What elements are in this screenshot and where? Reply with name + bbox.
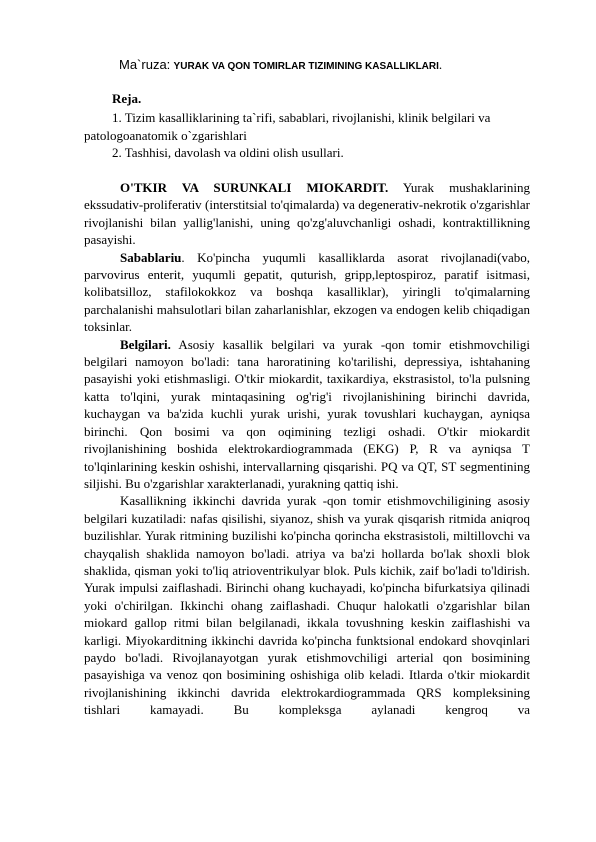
topic-lead: Ma`ruza: <box>119 57 171 72</box>
body-text <box>84 179 530 719</box>
paragraph-signs <box>84 336 530 493</box>
plan-item: 1. Tizim kasalliklarining ta`rifi, sabablari, rivojlanishi, klinik belgilari va patologoanatomik o`zgarishlari <box>84 110 491 143</box>
section-title: O'TKIR VA SURUNKALI MIOKARDIT. <box>120 180 389 195</box>
paragraph-causes <box>84 249 530 336</box>
plan-heading: Reja. <box>112 91 142 106</box>
topic-title: YURAK VA QON TOMIRLAR TIZIMINING KASALLIKLARI <box>173 61 439 72</box>
paragraph-label: Sabablariu <box>120 249 182 265</box>
paragraph-intro <box>84 179 530 249</box>
lecture-topic <box>119 57 442 73</box>
plan-list <box>84 109 530 162</box>
paragraph-label: Belgilari. <box>120 336 171 352</box>
paragraph-second-period <box>84 492 530 718</box>
paragraph-text: Yurak mushaklarining ekssudativ-proliferativ (interstitsial to'qimalarda) va degenerativ-nekrotik o'zgarishlar rivojlanishi bilan yallig'lanishi, uning qo'zg'aluvchanligi oshadi, kontraktillikning pasayishi. <box>84 180 530 248</box>
paragraph-text: Kasallikning ikkinchi davrida yurak -qon tomir etishmovchiligining asosiy belgilari kuzatiladi: nafas qisilishi, siyanoz, shish va yurak qisqarish ritmida aniqroq buzilishlar. Yurak ritmining buzilishi ko'pincha qorincha ekstrasistoli, miltillovchi va chayqalish shaklida namoyon bo'ladi. atriya va ba'zi hollarda bo'lak shoxli blok shaklida, qisman yoki to'liq atrioventrikulyar blok. Puls kichik, zaif bo'ladi to'ldirish. Yurak impulsi zaiflashadi. Birinchi ohang kuchayadi, ko'pincha bifurkatsiya qilinadi yoki o'chirilgan. Ikkinchi ohang zaiflashadi. Chuqur halokatli o'zgarishlar bilan miokard gallop ritmi bilan belgilanadi, ikkala tovushning keskin zaiflashishi va karligi. Miyokarditning ikkinchi davrida ko'pincha funktsional endokard shovqinlari paydo bo'ladi. Rivojlanayotgan yurak etishmovchiligi arterial qon bosimining pasayishiga va venoz qon bosimining oshishiga olib keladi. Itlarda o'tkir miokardit rivojlanishining ikkinchi davrida elektrokardiogrammada QRS kompleksining tishlari kamayadi. Bu kompleksga aylanadi kengroq va <box>84 493 530 718</box>
topic-end: . <box>438 57 443 72</box>
paragraph-text: Asosiy kasallik belgilari va yurak -qon tomir etishmovchiligi belgilari namoyon bo'ladi: tana haroratining ko'tarilishi, depressiya, ishtahaning pasayishi yoki etishmasligi. O'tkir miokardit, taxikardiya, ekstrasistol, to'la pulsning katta to'lqini, yurak mintaqasining og'rig'i rivojlanishining birinchi davrida, kuchaygan va ba'zida kuchli yurak urishi, yurak tovushlari kuchaygan, ayniqsa birinchi. Qon bosimi va qon oqimining tezligi oshadi. O'tkir miokardit rivojlanishining boshida elektrokardiogrammada (EKG) P, R va ayniqsa T to'lqinlarining keskin oshishi, intervallarning qisqarishi. PQ va QT, ST segmentining siljishi. Bu o'zgarishlar xarakterlanadi, yurakning qattiq ishi. <box>84 336 530 491</box>
plan-item: 2. Tashhisi, davolash va oldini olish usullari. <box>112 145 344 160</box>
paragraph-text: . Ko'pincha yuqumli kasalliklarda asorat rivojlanadi(vabo, parvovirus enterit, yuqumli gepatit, quturish, gripp,leptospiroz, paratif isitmasi, kolibatsilloz, stafilokokkoz va boshqa kasalliklar), yiringli to'qimalarning parchalanishi mahsulotlari bilan zaharlanishlar, ekzogen va endogen kelib chiqadigan toksinlar. <box>84 249 530 335</box>
